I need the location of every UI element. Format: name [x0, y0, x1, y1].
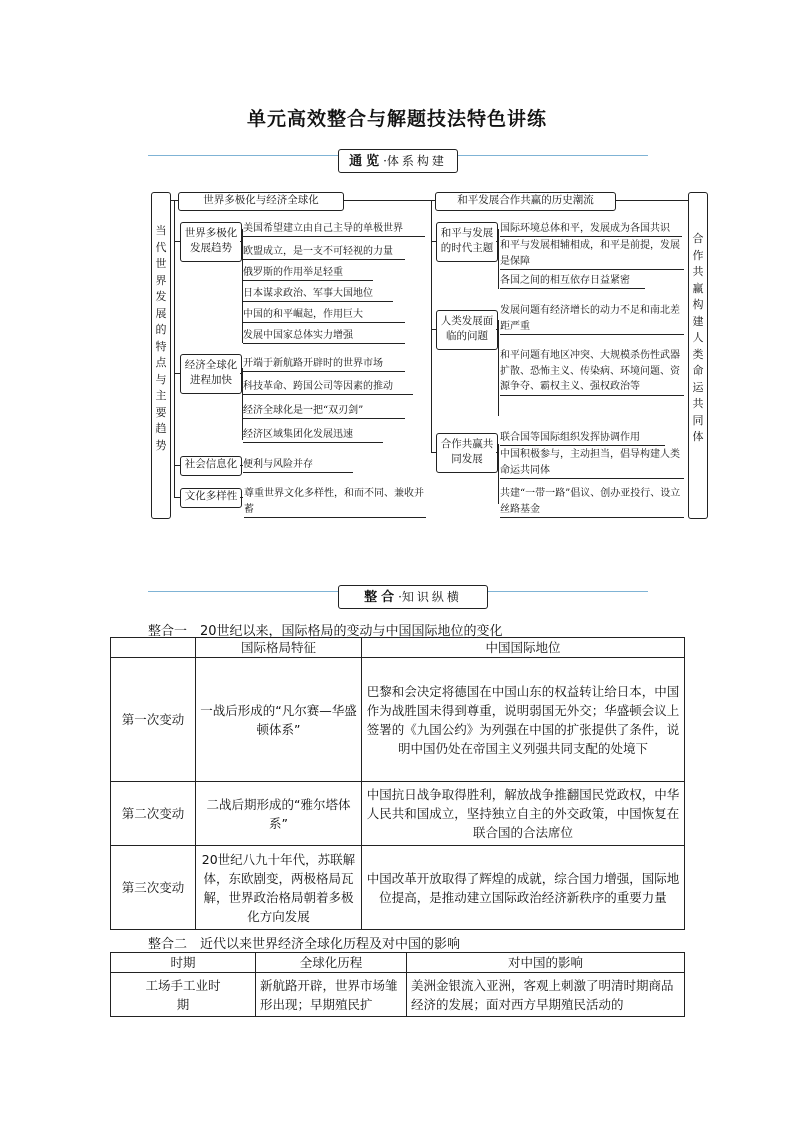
table-cell: 二战后期形成的“雅尔塔体系”	[196, 782, 362, 846]
item-developing: 发展中国家总体实力增强	[243, 328, 405, 344]
item-cultural-diversity: 尊重世界文化多样性，和而不同、兼收并蓄	[244, 486, 426, 518]
item-new-routes: 开端于新航路开辟时的世界市场	[243, 356, 405, 372]
table-header-cell	[111, 638, 196, 658]
item-un-coordination: 联合国等国际组织发挥协调作用	[500, 430, 665, 446]
branch2-title-box: 和平发展合作共赢的历史潮流	[435, 192, 616, 211]
group-human-problems-box: 人类发展面临的问题	[436, 310, 498, 350]
page-title: 单元高效整合与解题技法特色讲练	[246, 108, 547, 130]
left-root-box	[151, 192, 171, 519]
banner-separator: ·	[398, 590, 402, 604]
table-row	[111, 846, 685, 930]
table-cell: 第一次变动	[111, 658, 196, 782]
group-peace-development-box: 和平与发展的时代主题	[436, 222, 498, 262]
item-development-problem: 发展问题有经济增长的动力不足和南北差距严重	[500, 303, 684, 335]
item-us-unipolar: 美国希望建立由自己主导的单极世界	[243, 221, 425, 237]
table2-globalization	[110, 952, 685, 1017]
table1-caption: 整合一 20世纪以来，国际格局的变动与中国国际地位的变化	[148, 624, 503, 639]
right-root-label: 合作共赢构建人类命运共同体	[692, 232, 704, 443]
banner-separator: ·	[383, 154, 387, 168]
table-header-cell: 对中国的影响	[407, 953, 685, 973]
item-double-edged: 经济全球化是一把“双刃剑”	[243, 403, 405, 419]
item-interdependence: 各国之间的相互依存日益紧密	[500, 273, 645, 289]
table-header-row	[111, 638, 685, 658]
banner-sub-label: 知识纵横	[401, 590, 462, 604]
item-convenience-risk: 便利与风险并存	[243, 457, 353, 473]
table-row	[111, 658, 685, 782]
banner-main-label: 整合	[364, 590, 399, 605]
table-cell: 中国改革开放取得了辉煌的成就，综合国力增强，国际地位提高，是推动建立国际政治经济新秩序的重要力量	[362, 846, 685, 930]
table-header-cell: 国际格局特征	[196, 638, 362, 658]
item-belt-and-road: 共建“一带一路”倡议、创办亚投行、设立丝路基金	[500, 486, 684, 518]
table-cell: 新航路开辟，世界市场雏形出现；早期殖民扩	[256, 973, 407, 1017]
item-regional-blocs: 经济区域集团化发展迅速	[243, 427, 383, 443]
table-cell: 巴黎和会决定将德国在中国山东的权益转让给日本，中国作为战胜国未得到尊重，说明弱国无外交；华盛顿会议上签署的《九国公约》为列强在中国的扩张提供了条件，说明中国仍处在帝国主义列强共同支配的处境下	[362, 658, 685, 782]
item-japan: 日本谋求政治、军事大国地位	[243, 286, 393, 302]
left-root-label: 当代世界发展的特点与主要趋势	[155, 224, 167, 452]
table1-intl-pattern	[110, 637, 685, 930]
banner-tab	[338, 585, 488, 609]
group-informatization-box: 社会信息化	[180, 456, 242, 476]
knowledge-structure-diagram	[0, 0, 794, 530]
table-cell: 第三次变动	[111, 846, 196, 930]
item-china-rise: 中国的和平崛起，作用巨大	[243, 307, 405, 323]
item-eu: 欧盟成立，是一支不可轻视的力量	[243, 244, 405, 260]
item-tech-revolution: 科技革命、跨国公司等因素的推动	[243, 379, 413, 395]
table-cell: 中国抗日战争取得胜利，解放战争推翻国民党政权，中华人民共和国成立，坚持独立自主的外交政策，中国恢复在联合国的合法席位	[362, 782, 685, 846]
group-multipolarity-box: 世界多极化发展趋势	[180, 222, 242, 262]
table2-caption: 整合二 近代以来世界经济全球化历程及对中国的影响	[148, 937, 461, 952]
table-cell: 20世纪八九十年代，苏联解体，东欧剧变，两极格局瓦解，世界政治格局朝着多极化方向发展	[196, 846, 362, 930]
table-row	[111, 973, 685, 1017]
table-header-row	[111, 953, 685, 973]
table-cell: 第二次变动	[111, 782, 196, 846]
table-row	[111, 782, 685, 846]
item-china-participation: 中国积极参与，主动担当，倡导构建人类命运共同体	[500, 447, 684, 479]
table-header-cell: 时期	[111, 953, 256, 973]
item-russia: 俄罗斯的作用举足轻重	[243, 265, 373, 281]
item-peace-premise: 和平与发展相辅相成，和平是前提，发展是保障	[500, 238, 684, 270]
item-peace-consensus: 国际环境总体和平，发展成为各国共识	[500, 221, 682, 237]
group-globalization-box: 经济全球化进程加快	[180, 354, 242, 394]
table-cell: 工场手工业时期	[111, 973, 256, 1017]
right-root-box	[688, 192, 708, 519]
banner-main-label: 通览	[349, 154, 384, 169]
group-culture-box: 文化多样性	[180, 488, 242, 508]
table-header-cell: 中国国际地位	[362, 638, 685, 658]
table-header-cell: 全球化历程	[256, 953, 407, 973]
table-cell: 美洲金银流入亚洲，客观上刺激了明清时期商品经济的发展；面对西方早期殖民活动的	[407, 973, 685, 1017]
table-cell: 一战后形成的“凡尔赛—华盛顿体系”	[196, 658, 362, 782]
banner-sub-label: 体系构建	[386, 154, 447, 168]
branch1-title-box: 世界多极化与经济全球化	[178, 192, 344, 211]
group-cooperation-box: 合作共赢共同发展	[436, 433, 498, 473]
item-peace-problem: 和平问题有地区冲突、大规模杀伤性武器扩散、恐怖主义、传染病、环境问题、资源争夺、霸权主义、强权政治等	[500, 348, 684, 396]
section-banner-integration	[148, 585, 648, 607]
